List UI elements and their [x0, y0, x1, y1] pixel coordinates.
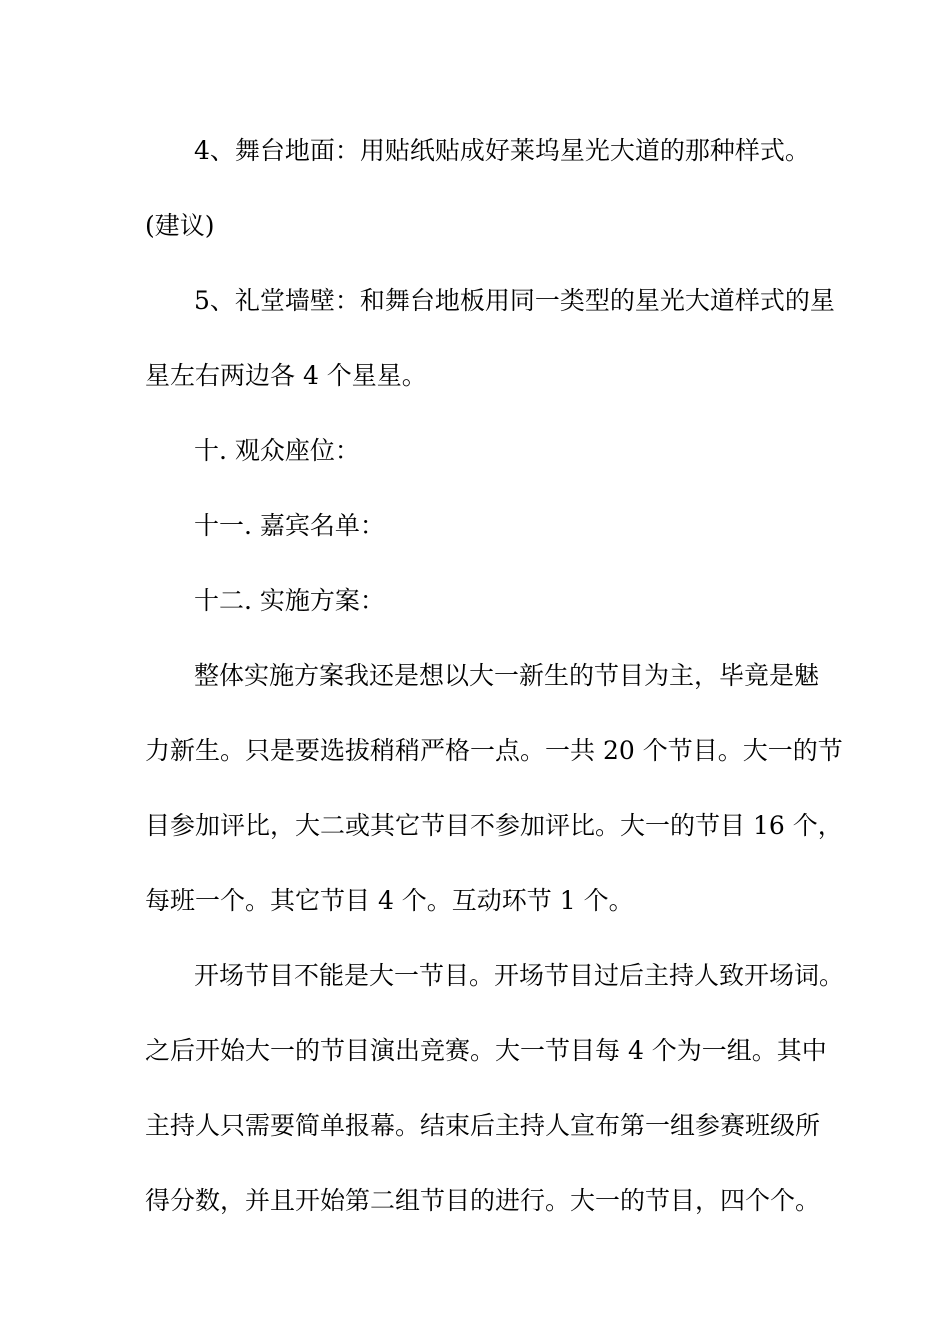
text-line: 力新生。只是要选拔稍稍严格一点。一共 20 个节目。大一的节	[145, 736, 843, 765]
text-line: 目参加评比，大二或其它节目不参加评比。大一的节目 16 个，	[145, 811, 843, 840]
section-heading: 十. 观众座位：	[194, 436, 360, 465]
text-line: (建议)	[145, 211, 215, 240]
text-line: 5、礼堂墙壁：和舞台地板用同一类型的星光大道样式的星	[194, 286, 835, 315]
section-heading: 十二. 实施方案：	[194, 586, 385, 615]
text-line: 每班一个。其它节目 4 个。互动环节 1 个。	[145, 886, 634, 915]
text-line: 星左右两边各 4 个星星。	[145, 361, 427, 390]
text-line: 得分数，并且开始第二组节目的进行。大一的节目，四个个。	[145, 1186, 821, 1215]
text-line: 之后开始大一的节目演出竞赛。大一节目每 4 个为一组。其中	[145, 1036, 827, 1065]
text-line: 主持人只需要简单报幕。结束后主持人宣布第一组参赛班级所	[145, 1111, 821, 1140]
text-line: 整体实施方案我还是想以大一新生的节目为主，毕竟是魅	[194, 661, 820, 690]
text-line: 4、舞台地面：用贴纸贴成好莱坞星光大道的那种样式。	[194, 136, 810, 165]
text-line: 开场节目不能是大一节目。开场节目过后主持人致开场词。	[194, 961, 845, 990]
section-heading: 十一. 嘉宾名单：	[194, 511, 385, 540]
